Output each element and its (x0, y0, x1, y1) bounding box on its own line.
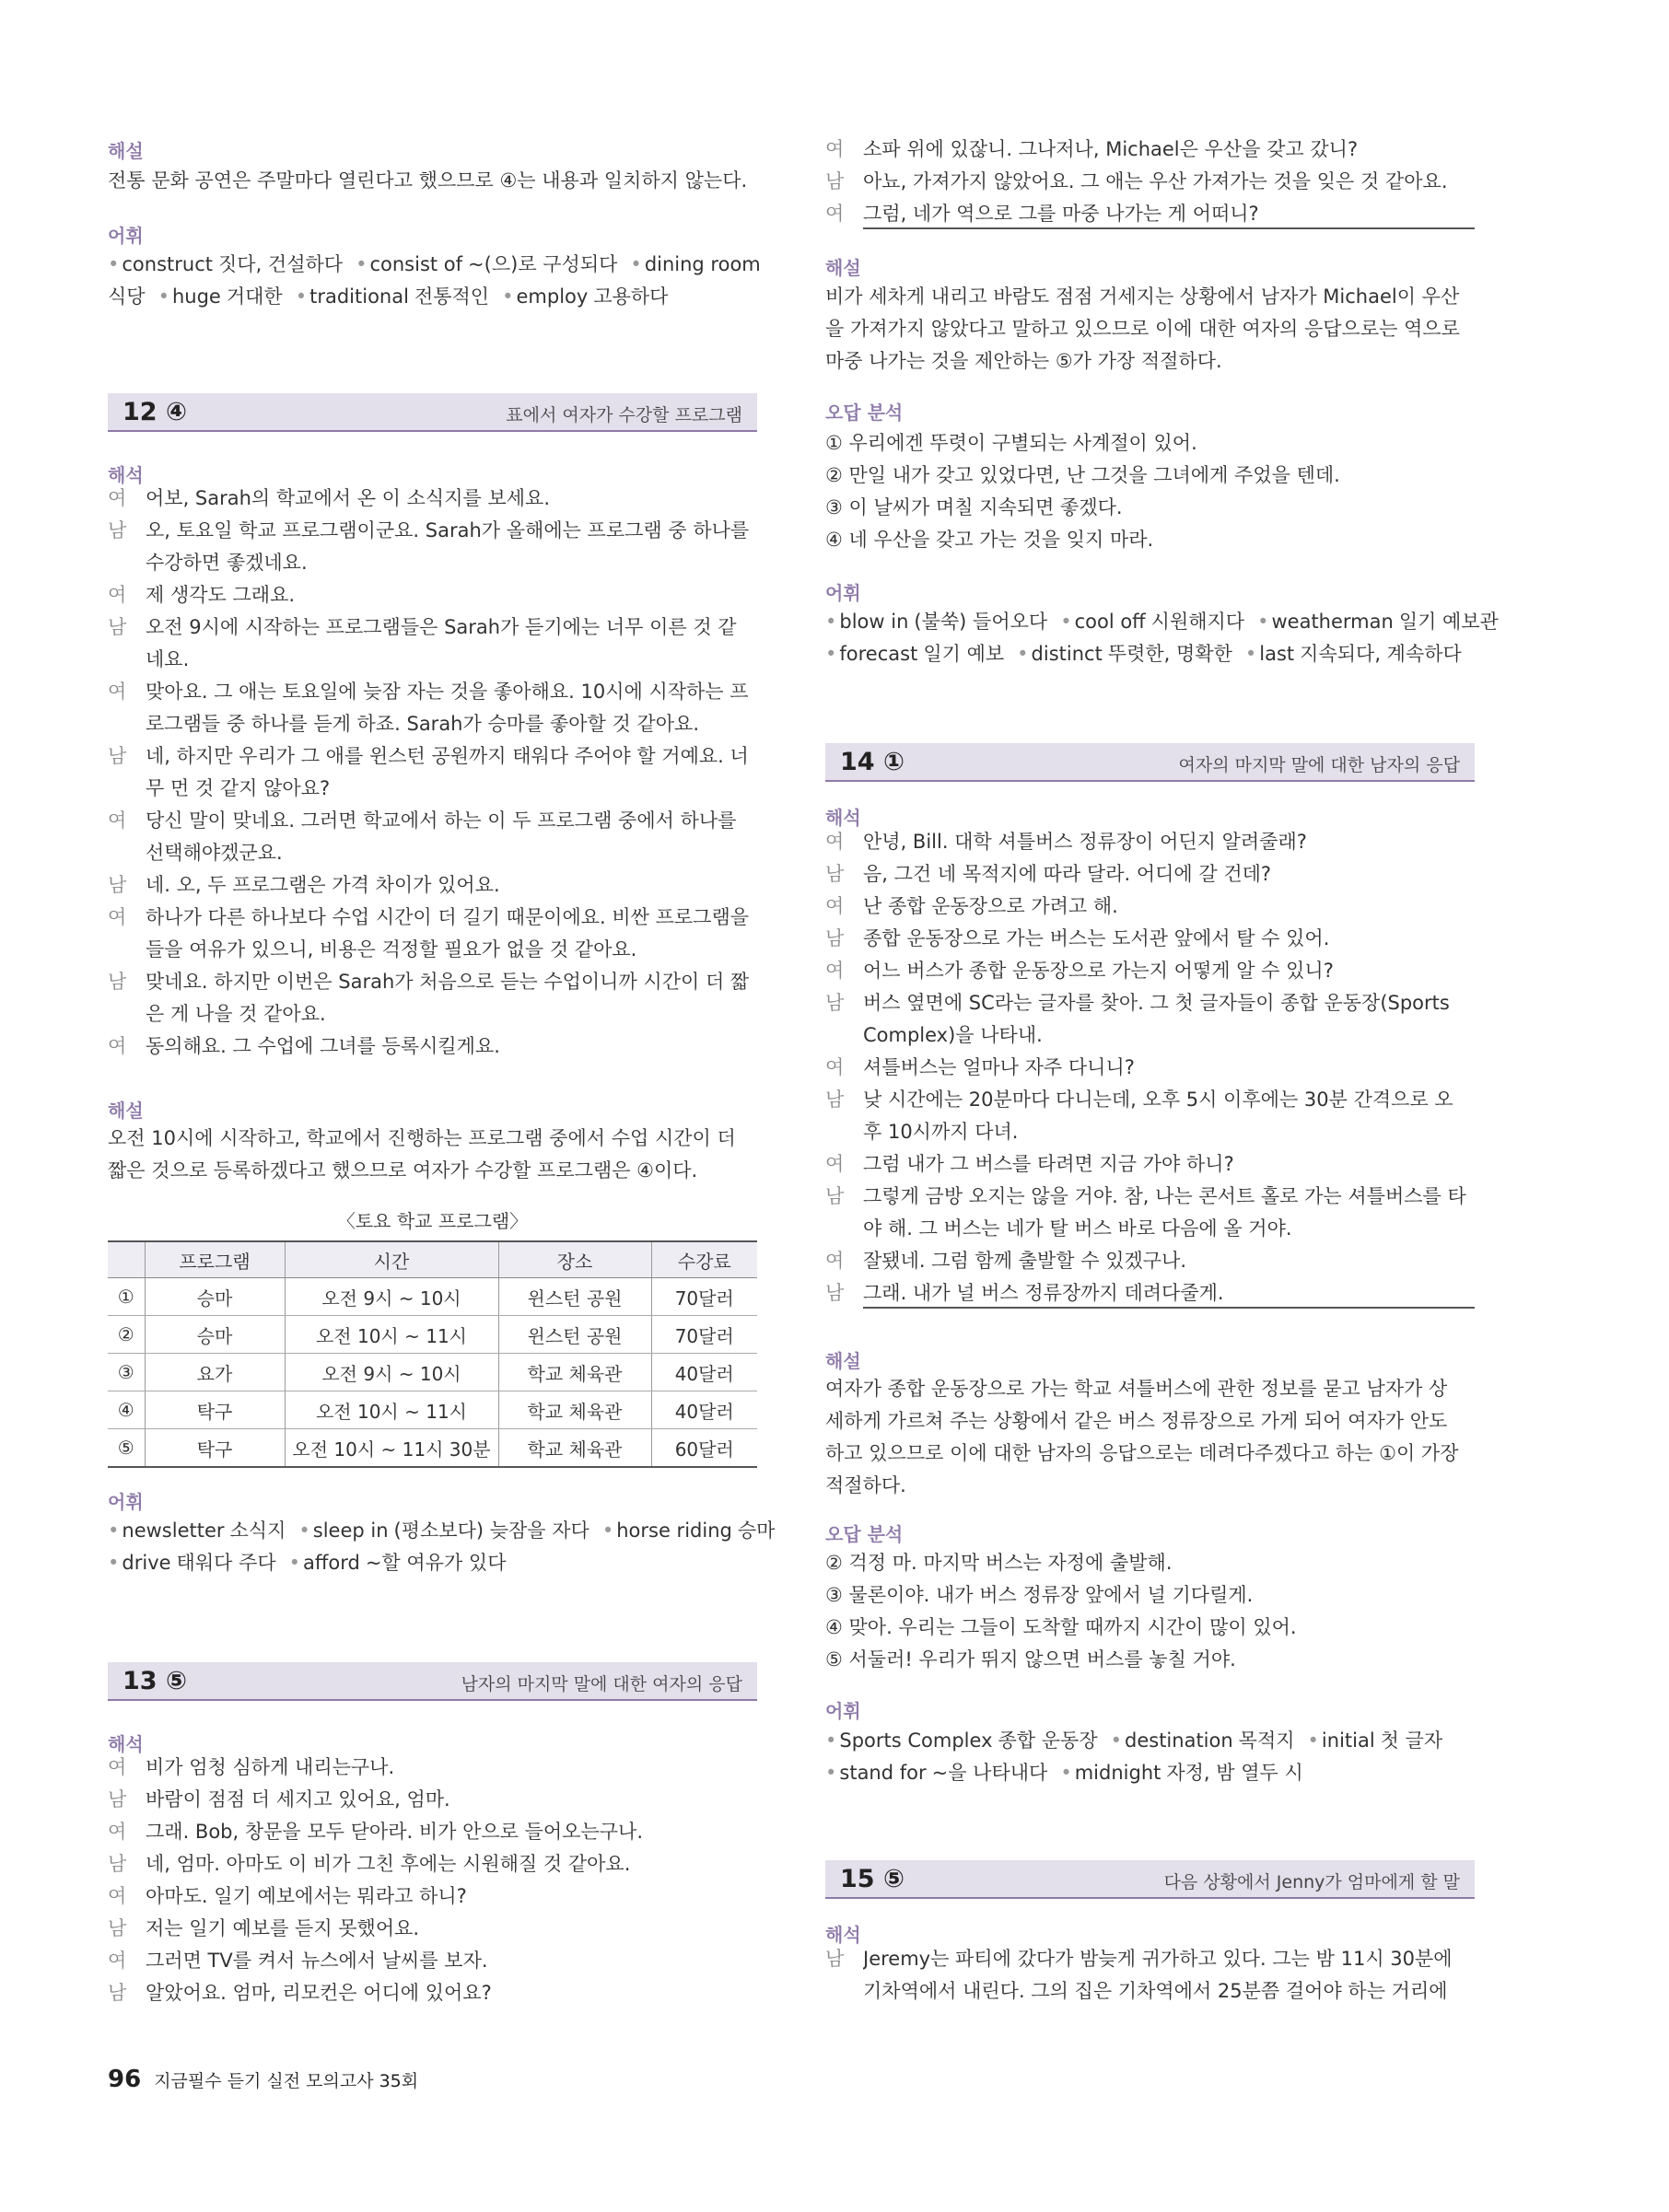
dialogue-line: 오, 토요일 학교 프로그램이군요. Sarah가 올해에는 프로그램 중 하나를 (146, 519, 750, 541)
table-cell: 오전 10시 ~ 11시 (285, 1391, 498, 1429)
q15-translation-label: 해석 (825, 1924, 861, 1946)
vocab-item (108, 1552, 276, 1574)
speaker-label: 남 (825, 1089, 845, 1111)
speaker-label: 남 (108, 1982, 127, 2004)
dialogue-line: 비가 엄청 심하게 내리는구나. (146, 1756, 395, 1778)
vocab-meaning: 종합 운동장 (998, 1729, 1098, 1752)
q13-vocab-label: 어휘 (825, 582, 861, 604)
q14-translation-label: 해석 (825, 807, 861, 829)
vocab-meaning: 식당 (108, 285, 146, 308)
table-cell: 70달러 (651, 1316, 757, 1354)
table-cell: 40달러 (651, 1391, 757, 1429)
vocab-word: drive (122, 1552, 171, 1574)
q14-explanation-line-3: 하고 있으므로 이에 대한 남자의 응답으로는 데려다주겠다고 하는 ①이 가장 (825, 1442, 1459, 1464)
table-header-cell: 수강료 (651, 1241, 757, 1278)
dialogue-line: 그래. Bob, 창문을 모두 닫아라. 비가 안으로 들어오는구나. (146, 1821, 644, 1843)
table-cell: ⑤ (108, 1429, 145, 1468)
q13-explanation-line-3: 마중 나가는 것을 제안하는 ⑤가 가장 적절하다. (825, 350, 1222, 372)
speaker-label: 남 (108, 1788, 127, 1810)
dialogue-line: 난 종합 운동장으로 가려고 해. (863, 895, 1118, 917)
speaker-label: 여 (108, 1756, 127, 1778)
speaker-label: 여 (108, 681, 127, 703)
vocab-meaning: 시원해지다 (1150, 611, 1245, 633)
table-cell: 윈스턴 공원 (498, 1278, 651, 1316)
vocab-meaning: 고용하다 (593, 285, 669, 308)
vocab-word: Sports Complex (839, 1729, 993, 1752)
speaker-label: 여 (108, 906, 127, 928)
q12-vocab-line-2 (108, 1550, 757, 1576)
dialogue-line: 저는 일기 예보를 듣지 못했어요. (146, 1917, 420, 1939)
q13-number: 13 ⑤ (123, 1667, 187, 1695)
vocab-item (289, 1552, 507, 1574)
dialogue-line: 음, 그건 네 목적지에 따라 달라. 어디에 갈 건데? (863, 863, 1272, 885)
speaker-label: 남 (825, 863, 845, 885)
dialogue-line: 수강하면 좋겠네요. (146, 552, 308, 574)
speaker-label: 남 (108, 1917, 127, 1939)
speaker-label: 남 (108, 519, 127, 541)
table-row (108, 1278, 757, 1316)
table-row (108, 1391, 757, 1429)
dialogue-line: 그럼, 네가 역으로 그를 마중 나가는 게 어떠니? (863, 201, 1475, 229)
dialogue-line: 낮 시간에는 20분마다 다니는데, 오후 5시 이후에는 30분 간격으로 오 (863, 1089, 1453, 1111)
q13-explanation-label: 해설 (825, 257, 861, 279)
vocab-meaning: 짓다, 건설하다 (218, 253, 344, 275)
vocab-item (825, 611, 1047, 633)
dialogue-line: 아뇨, 가져가지 않았어요. 그 애는 우산 가져가는 것을 잊은 것 같아요. (863, 170, 1448, 192)
speaker-label: 여 (108, 1821, 127, 1843)
q13-translation-label: 해석 (108, 1733, 144, 1755)
vocab-meaning: ~할 여유가 있다 (365, 1552, 507, 1574)
q13-explanation-line-1: 비가 세차게 내리고 바람도 점점 거세지는 상황에서 남자가 Michael이 우산 (825, 285, 1460, 308)
vocab-item (158, 285, 283, 308)
vocab-item (825, 1762, 1047, 1784)
vocab-item (502, 285, 668, 308)
vocab-meaning: ~(으)로 구성되다 (468, 253, 618, 275)
speaker-label: 여 (825, 960, 845, 982)
table-cell: 윈스턴 공원 (498, 1316, 651, 1354)
speaker-label: 여 (825, 1056, 845, 1078)
speaker-label: 남 (108, 1853, 127, 1875)
speaker-label: 여 (108, 809, 127, 832)
table-header-cell: 장소 (498, 1241, 651, 1278)
vocab-meaning: (불쑥) 들어오다 (914, 611, 1048, 633)
q13-header (108, 1662, 757, 1701)
vocab-word: sleep in (312, 1519, 389, 1542)
q13-wrong-answer: ② 만일 내가 갖고 있었다면, 난 그것을 그녀에게 주었을 텐데. (825, 464, 1340, 486)
vocab-word: newsletter (122, 1519, 225, 1542)
dialogue-line: 네, 하지만 우리가 그 애를 윈스턴 공원까지 태워다 주어야 할 거예요. 너 (146, 745, 749, 767)
table-cell: 오전 10시 ~ 11시 (285, 1316, 498, 1354)
q11-vocab-label: 어휘 (108, 225, 144, 247)
vocab-item (1111, 1729, 1295, 1752)
vocab-meaning: 자정, 밤 열두 시 (1166, 1762, 1303, 1784)
speaker-label: 남 (108, 874, 127, 896)
vocab-item (356, 253, 617, 275)
speaker-label: 남 (108, 745, 127, 767)
dialogue-line: 맞네요. 하지만 이번은 Sarah가 처음으로 듣는 수업이니까 시간이 더 짧 (146, 971, 750, 993)
speaker-label: 남 (825, 1282, 845, 1304)
dialogue-line: 네. 오, 두 프로그램은 가격 차이가 있어요. (146, 874, 500, 896)
q14-vocab-line-1 (825, 1728, 1475, 1753)
vocab-word: traditional (309, 285, 409, 308)
vocab-item (1245, 643, 1462, 665)
speaker-label: 남 (825, 927, 845, 949)
vocab-meaning: 전통적인 (414, 285, 490, 308)
dialogue-line: 그럼 내가 그 버스를 타려면 지금 가야 하니? (863, 1153, 1234, 1175)
vocab-item (1308, 1729, 1443, 1752)
speaker-label: 남 (825, 992, 845, 1014)
page-number: 96 (108, 2066, 142, 2093)
table-row (108, 1316, 757, 1354)
vocab-word: horse riding (616, 1519, 732, 1542)
q13-vocab-line-2 (825, 641, 1475, 667)
dialogue-line: 어보, Sarah의 학교에서 온 이 소식지를 보세요. (146, 487, 550, 509)
vocab-meaning: 뚜렷한, 명확한 (1107, 643, 1232, 665)
dialogue-line: 네, 엄마. 아마도 이 비가 그친 후에는 시원해질 것 같아요. (146, 1853, 631, 1875)
q14-header (825, 743, 1475, 782)
table-row (108, 1354, 757, 1391)
book-title: 지금필수 듣기 실전 모의고사 35회 (154, 2071, 419, 2091)
table-cell: 승마 (145, 1316, 285, 1354)
q11-explanation-text: 전통 문화 공연은 주말마다 열린다고 했으므로 ④는 내용과 일치하지 않는다. (108, 169, 748, 192)
dialogue-line: 그래. 내가 널 버스 정류장까지 데려다줄게. (863, 1280, 1475, 1309)
q14-description: 여자의 마지막 말에 대한 남자의 응답 (1178, 755, 1460, 775)
vocab-word: stand for (839, 1762, 927, 1784)
q15-header (825, 1860, 1475, 1899)
vocab-item (108, 1519, 286, 1542)
dialogue-line: 아마도. 일기 예보에서는 뭐라고 하니? (146, 1885, 467, 1907)
q14-explanation-label: 해설 (825, 1350, 861, 1372)
vocab-meaning: 목적지 (1238, 1729, 1295, 1752)
dialogue-line: 셔틀버스는 얼마나 자주 다니니? (863, 1056, 1135, 1078)
table-header-cell: 프로그램 (145, 1241, 285, 1278)
dialogue-line: 알았어요. 엄마, 리모컨은 어디에 있어요? (146, 1982, 492, 2004)
dialogue-line: 하나가 다른 하나보다 수업 시간이 더 길기 때문이에요. 비싼 프로그램을 (146, 906, 750, 928)
speaker-label: 여 (825, 1153, 845, 1175)
vocab-word: last (1259, 643, 1295, 665)
vocab-meaning: 승마 (737, 1519, 776, 1542)
q14-wrong-answer: ② 걱정 마. 마지막 버스는 자정에 출발해. (825, 1552, 1173, 1574)
vocab-word: distinct (1031, 643, 1103, 665)
table-header-cell (108, 1241, 145, 1278)
vocab-word: cool off (1074, 611, 1146, 633)
table-cell: 70달러 (651, 1278, 757, 1316)
q14-vocab-label: 어휘 (825, 1700, 861, 1722)
dialogue-line: 그러면 TV를 켜서 뉴스에서 날씨를 보자. (146, 1950, 488, 1972)
q13-wrong-answer: ③ 이 날씨가 며칠 지속되면 좋겠다. (825, 496, 1123, 518)
speaker-label: 여 (108, 1035, 127, 1057)
table-cell: ① (108, 1278, 145, 1316)
vocab-item (298, 1519, 589, 1542)
vocab-meaning: 일기 예보 (923, 643, 1005, 665)
q11-explanation-label: 해설 (108, 140, 144, 162)
vocab-meaning: 소식지 (229, 1519, 286, 1542)
table-cell: 40달러 (651, 1354, 757, 1391)
table-cell: ④ (108, 1391, 145, 1429)
vocab-meaning: ~을 나타내다 (931, 1762, 1048, 1784)
q13-wrong-answer-label: 오답 분석 (825, 402, 904, 424)
q15-number: 15 ⑤ (840, 1865, 905, 1893)
dialogue-line: Complex)을 나타내. (863, 1024, 1043, 1046)
dialogue-line: 종합 운동장으로 가는 버스는 도서관 앞에서 탈 수 있어. (863, 927, 1330, 949)
q12-number: 12 ④ (123, 398, 187, 426)
table-cell: 학교 체육관 (498, 1354, 651, 1391)
table-cell: 학교 체육관 (498, 1429, 651, 1468)
table-cell: 오전 9시 ~ 10시 (285, 1278, 498, 1316)
dialogue-line: 들을 여유가 있으니, 비용은 걱정할 필요가 없을 것 같아요. (146, 938, 637, 960)
dialogue-line: 야 해. 그 버스는 네가 탈 버스 바로 다음에 올 거야. (863, 1217, 1292, 1240)
speaker-label: 여 (108, 584, 127, 606)
vocab-meaning: 일기 예보관 (1398, 611, 1499, 633)
table-cell: ② (108, 1316, 145, 1354)
speaker-label: 여 (108, 1885, 127, 1907)
dialogue-line: Jeremy는 파티에 갔다가 밤늦게 귀가하고 있다. 그는 밤 11시 30분에 (863, 1948, 1453, 1970)
q14-wrong-answer: ④ 맞아. 우리는 그들이 도착할 때까지 시간이 많이 있어. (825, 1616, 1297, 1638)
vocab-item (602, 1519, 776, 1542)
speaker-label: 남 (825, 170, 845, 192)
q15-description: 다음 상황에서 Jenny가 엄마에게 할 말 (1163, 1872, 1460, 1892)
vocab-item (1257, 611, 1499, 633)
q12-vocab-label: 어휘 (108, 1491, 144, 1513)
program-table-title: 〈토요 학교 프로그램〉 (336, 1210, 529, 1232)
vocab-meaning: 첫 글자 (1380, 1729, 1443, 1752)
q14-number: 14 ① (840, 748, 905, 776)
vocab-word: construct (122, 253, 213, 275)
q13-explanation-line-2: 을 가져가지 않았다고 말하고 있으므로 이에 대한 여자의 응답으로는 역으로 (825, 318, 1460, 340)
q12-explanation-line-2: 짧은 것으로 등록하겠다고 했으므로 여자가 수강할 프로그램은 ④이다. (108, 1159, 698, 1182)
vocab-item (825, 643, 1004, 665)
table-cell: ③ (108, 1354, 145, 1391)
vocab-word: employ (516, 285, 589, 308)
dialogue-line: 버스 옆면에 SC라는 글자를 찾아. 그 첫 글자들이 종합 운동장(Sports (863, 992, 1450, 1014)
vocab-meaning: 지속되다, 계속하다 (1300, 643, 1462, 665)
speaker-label: 남 (825, 1948, 845, 1970)
q14-wrong-answer: ③ 물론이야. 내가 버스 정류장 앞에서 널 기다릴게. (825, 1584, 1254, 1606)
table-cell: 60달러 (651, 1429, 757, 1468)
dialogue-line: 로그램들 중 하나를 듣게 하죠. Sarah가 승마를 좋아할 것 같아요. (146, 713, 700, 735)
q12-explanation-label: 해설 (108, 1100, 144, 1122)
q14-wrong-answer-label: 오답 분석 (825, 1523, 904, 1545)
table-cell: 탁구 (145, 1429, 285, 1468)
vocab-word: huge (171, 285, 221, 308)
vocab-meaning: (평소보다) 늦잠을 자다 (393, 1519, 589, 1542)
vocab-item (108, 253, 343, 275)
q13-wrong-answer: ① 우리에겐 뚜렷이 구별되는 사계절이 있어. (825, 432, 1197, 454)
dialogue-line: 네요. (146, 648, 190, 670)
vocab-word: consist of (369, 253, 463, 275)
q14-vocab-line-2 (825, 1760, 1475, 1786)
speaker-label: 여 (825, 831, 845, 853)
table-cell: 요가 (145, 1354, 285, 1391)
table-row (108, 1429, 757, 1468)
vocab-item (1060, 611, 1244, 633)
vocab-word: blow in (839, 611, 909, 633)
q14-explanation-line-2: 세하게 가르쳐 주는 상황에서 같은 버스 정류장으로 가게 되어 여자가 안도 (825, 1410, 1448, 1432)
vocab-item (630, 253, 765, 275)
table-cell: 탁구 (145, 1391, 285, 1429)
speaker-label: 남 (108, 971, 127, 993)
vocab-word: dining room (644, 253, 761, 275)
speaker-label: 여 (825, 138, 845, 160)
vocab-word: weatherman (1271, 611, 1394, 633)
q14-wrong-answer: ⑤ 서둘러! 우리가 뛰지 않으면 버스를 놓칠 거야. (825, 1648, 1236, 1671)
vocab-meaning: 태워다 주다 (176, 1552, 276, 1574)
speaker-label: 남 (108, 616, 127, 638)
table-cell: 학교 체육관 (498, 1391, 651, 1429)
dialogue-line: 은 게 나을 것 같아요. (146, 1003, 326, 1025)
dialogue-line: 기차역에서 내린다. 그의 집은 기차역에서 25분쯤 걸어야 하는 거리에 (863, 1980, 1448, 2002)
speaker-label: 여 (825, 895, 845, 917)
vocab-item (296, 285, 489, 308)
q14-explanation-line-1: 여자가 종합 운동장으로 가는 학교 셔틀버스에 관한 정보를 묻고 남자가 상 (825, 1378, 1448, 1400)
vocab-word: initial (1321, 1729, 1375, 1752)
q12-vocab-line-1 (108, 1518, 776, 1543)
table-cell: 오전 10시 ~ 11시 30분 (285, 1429, 498, 1468)
q11-vocab-line-1 (108, 251, 761, 277)
q12-translation-label: 해석 (108, 464, 144, 486)
vocab-meaning: 거대한 (226, 285, 283, 308)
vocab-word: midnight (1074, 1762, 1161, 1784)
table-cell: 승마 (145, 1278, 285, 1316)
dialogue-line: 어느 버스가 종합 운동장으로 가는지 어떻게 알 수 있니? (863, 960, 1334, 982)
q12-description: 표에서 여자가 수강할 프로그램 (506, 405, 742, 425)
speaker-label: 여 (825, 1250, 845, 1272)
speaker-label: 여 (108, 487, 127, 509)
dialogue-line: 동의해요. 그 수업에 그녀를 등록시킬게요. (146, 1035, 500, 1057)
vocab-word: forecast (839, 643, 918, 665)
dialogue-line: 당신 말이 맞네요. 그러면 학교에서 하는 이 두 프로그램 중에서 하나를 (146, 809, 737, 832)
dialogue-line: 오전 9시에 시작하는 프로그램들은 Sarah가 듣기에는 너무 이른 것 같 (146, 616, 737, 638)
program-table (108, 1240, 757, 1468)
dialogue-line: 후 10시까지 다녀. (863, 1121, 1019, 1143)
dialogue-line: 안녕, Bill. 대학 셔틀버스 정류장이 어딘지 알려줄래? (863, 831, 1307, 853)
dialogue-line: 선택해야겠군요. (146, 842, 283, 864)
q13-vocab-line-1 (825, 609, 1499, 634)
vocab-item (1017, 643, 1232, 665)
dialogue-line: 그렇게 금방 오지는 않을 거야. 참, 나는 콘서트 홀로 가는 셔틀버스를 타 (863, 1185, 1466, 1207)
q13-description: 남자의 마지막 말에 대한 여자의 응답 (461, 1674, 742, 1694)
q11-vocab-line-2 (108, 284, 757, 309)
q13-wrong-answer: ④ 네 우산을 갖고 가는 것을 잊지 마라. (825, 529, 1154, 551)
table-header-cell: 시간 (285, 1241, 498, 1278)
table-cell: 오전 9시 ~ 10시 (285, 1354, 498, 1391)
vocab-item (825, 1729, 1098, 1752)
q12-explanation-line-1: 오전 10시에 시작하고, 학교에서 진행하는 프로그램 중에서 수업 시간이 더 (108, 1127, 736, 1149)
speaker-label: 여 (108, 1950, 127, 1972)
dialogue-line: 맞아요. 그 애는 토요일에 늦잠 자는 것을 좋아해요. 10시에 시작하는 프 (146, 681, 749, 703)
speaker-label: 남 (825, 1185, 845, 1207)
vocab-item (1060, 1762, 1302, 1784)
q12-header (108, 393, 757, 432)
page-footer (108, 2066, 418, 2093)
dialogue-line: 바람이 점점 더 세지고 있어요, 엄마. (146, 1788, 450, 1810)
q14-explanation-line-4: 적절하다. (825, 1474, 906, 1496)
dialogue-line: 소파 위에 있잖니. 그나저나, Michael은 우산을 갖고 갔니? (863, 138, 1359, 160)
dialogue-line: 무 먼 것 같지 않아요? (146, 777, 331, 799)
dialogue-line: 제 생각도 그래요. (146, 584, 296, 606)
vocab-word: destination (1125, 1729, 1233, 1752)
vocab-word: afford (303, 1552, 360, 1574)
dialogue-line: 잘됐네. 그럼 함께 출발할 수 있겠구나. (863, 1250, 1187, 1272)
speaker-label: 여 (825, 203, 845, 225)
program-table-header-row (108, 1241, 757, 1278)
